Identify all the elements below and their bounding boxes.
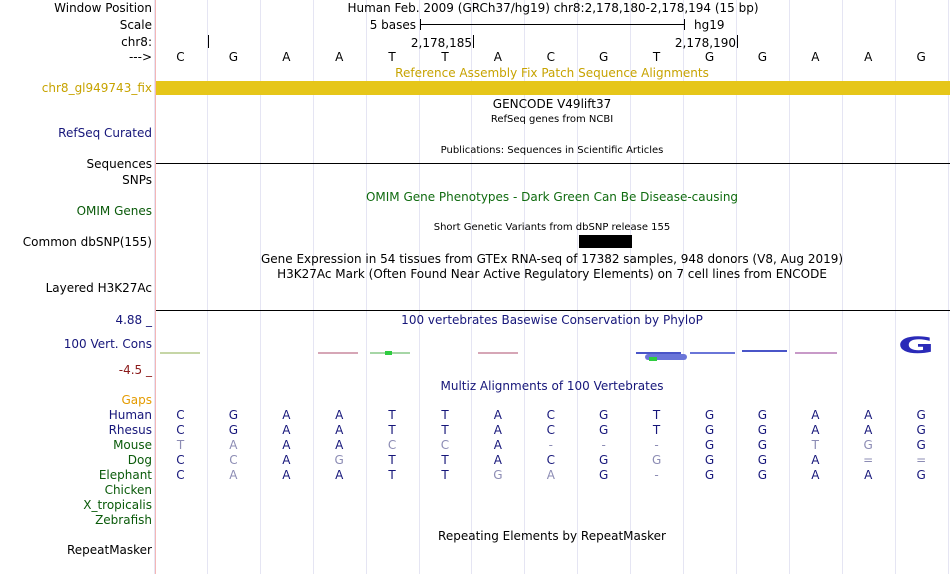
species-base: C [176,423,185,437]
species-base: - [601,438,606,452]
conservation-segment [795,352,837,354]
species-base: T [388,453,396,467]
multiz-track-title[interactable]: Multiz Alignments of 100 Vertebrates [440,379,664,393]
scale-bar-right-tick [684,19,685,30]
omim-genes-label[interactable]: OMIM Genes [76,204,152,218]
db-text: hg19 [694,18,725,32]
species-base: G [599,468,609,482]
conservation-segment [318,352,358,354]
species-label-mouse[interactable]: Mouse [113,438,152,452]
species-base: G [704,438,715,452]
species-base: G [916,408,926,422]
species-base: G [757,408,768,422]
scale-text: 5 bases [369,18,416,32]
fix-patch-label[interactable]: chr8_gl949743_fix [41,81,152,95]
gtex-track-title[interactable]: Gene Expression in 54 tissues from GTEx RNA-seq of 17382 samples, 948 donors (V8, Aug 2019) [260,252,844,266]
sequences-label[interactable]: Sequences [86,157,152,171]
species-base: G [599,453,609,467]
gencode-track-title[interactable]: GENCODE V49lift37 [492,97,612,111]
species-base: A [282,468,291,482]
species-base: A [811,423,820,437]
base-letter: T [388,50,396,64]
conservation-peak [649,357,657,361]
base-letter: G [704,50,715,64]
assembly-position-text[interactable]: Human Feb. 2009 (GRCh37/hg19) chr8:2,178,180-2,178,194 (15 bp) [347,1,759,15]
species-base: A [493,408,502,422]
species-base: = [863,453,874,467]
conservation-label[interactable]: 100 Vert. Cons [63,337,152,351]
base-gridline [154,0,155,574]
species-label-dog[interactable]: Dog [127,453,152,467]
species-base: C [387,438,397,452]
species-base: G [228,408,239,422]
scale-bar [420,24,684,25]
species-base: G [916,438,926,452]
species-base: C [546,453,555,467]
species-base: A [493,453,502,467]
scale-bar-left-tick [420,19,421,30]
coord-label-1: 2,178,185 [410,36,472,50]
species-base: T [652,408,661,422]
species-base: A [864,423,873,437]
direction-label: ---> [128,50,152,64]
base-letter: C [546,50,555,64]
species-base: G [704,453,715,467]
species-base: A [335,423,344,437]
base-letter: T [441,50,449,64]
species-base: = [916,453,927,467]
conservation-track-title[interactable]: 100 vertebrates Basewise Conservation by PhyloP [401,313,703,327]
species-base: G [228,423,239,437]
species-base: - [654,438,659,452]
conservation-min-label: -4.5 _ [118,363,152,377]
omim-track-title[interactable]: OMIM Gene Phenotypes - Dark Green Can Be Disease-causing [365,190,739,204]
species-base: A [282,438,291,452]
base-letter: A [811,50,820,64]
conservation-logo-letter: G [898,334,935,359]
species-base: A [282,453,291,467]
species-base: A [335,408,344,422]
species-base: A [229,438,238,452]
dbsnp-track-title[interactable]: Short Genetic Variants from dbSNP release 155 [433,222,671,233]
species-label-elephant[interactable]: Elephant [98,468,152,482]
base-letter: G [228,50,239,64]
snps-label[interactable]: SNPs [122,173,152,187]
species-base: G [916,423,926,437]
species-base: A [864,468,873,482]
layered-h3k27ac-label[interactable]: Layered H3K27Ac [45,281,152,295]
sequences-track-line [156,163,950,164]
fix-patch-alignment-bar[interactable] [156,81,950,95]
species-base: T [441,408,449,422]
species-base: C [546,408,555,422]
base-letter: A [335,50,344,64]
species-base: A [335,468,344,482]
h3k27ac-track-baseline [156,310,950,311]
base-letter: G [599,50,609,64]
species-label-chicken[interactable]: Chicken [104,483,152,497]
conservation-peak [385,351,392,355]
species-base: T [388,468,396,482]
species-base: A [811,408,820,422]
species-base: C [176,468,185,482]
species-base: - [654,468,659,482]
conservation-segment [160,352,200,354]
chr-label: chr8: [121,35,152,49]
species-base: T [388,408,396,422]
species-base: G [916,468,926,482]
base-letter: A [282,50,291,64]
conservation-segment [690,352,735,354]
ruler-tick-2 [737,35,738,48]
species-base: G [757,453,768,467]
species-base: T [388,423,396,437]
species-base: A [546,468,555,482]
species-base: A [811,468,820,482]
fix-patch-track-title[interactable]: Reference Assembly Fix Patch Sequence Alignments [395,66,709,80]
base-letter: A [493,50,502,64]
species-base: T [811,438,819,452]
conservation-max-label: 4.88 _ [115,313,152,327]
species-label-zebrafish[interactable]: Zebrafish [95,513,152,527]
species-base: C [229,453,238,467]
species-base: A [864,408,873,422]
species-base: G [704,423,715,437]
species-base: G [704,408,715,422]
species-base: A [811,453,820,467]
species-base: G [493,468,503,482]
species-base: G [757,468,768,482]
base-letter: G [916,50,926,64]
base-letter: G [757,50,768,64]
species-base: T [176,438,185,452]
repeatmasker-track-title[interactable]: Repeating Elements by RepeatMasker [438,529,666,543]
refseq-curated-label[interactable]: RefSeq Curated [58,126,152,140]
species-base: G [704,468,715,482]
species-label-rhesus[interactable]: Rhesus [108,423,152,437]
repeatmasker-label[interactable]: RepeatMasker [66,543,152,557]
species-base: G [334,453,344,467]
species-base: G [599,423,609,437]
species-base: A [282,408,291,422]
species-base: A [282,423,291,437]
species-base: C [546,423,555,437]
species-label-human[interactable]: Human [108,408,152,422]
coord-label-2: 2,178,190 [674,36,736,50]
species-label-x_tropicalis[interactable]: X_tropicalis [83,498,152,512]
window-position-label: Window Position [54,1,152,15]
species-base: A [335,438,344,452]
refseq-track-title[interactable]: RefSeq genes from NCBI [490,114,614,125]
species-base: A [493,423,502,437]
base-letter: C [176,50,185,64]
dbsnp-label[interactable]: Common dbSNP(155) [22,235,152,249]
species-base: A [493,438,502,452]
species-base: C [176,453,185,467]
publications-track-title[interactable]: Publications: Sequences in Scientific Articles [440,145,664,156]
conservation-segment [478,352,518,354]
h3k27ac-track-title[interactable]: H3K27Ac Mark (Often Found Near Active Regulatory Elements) on 7 cell lines from ENCODE [277,267,827,281]
species-base: T [441,468,449,482]
species-base: G [757,438,768,452]
species-base: C [440,438,450,452]
gaps-label[interactable]: Gaps [121,393,152,407]
ruler-tick-start [208,35,209,48]
species-base: G [599,408,609,422]
species-base: G [757,423,768,437]
species-base: - [548,438,553,452]
dbsnp-variant-box[interactable] [579,235,632,248]
species-base: C [176,408,185,422]
species-base: G [651,453,662,467]
conservation-segment [742,350,787,352]
species-base: T [441,453,449,467]
species-base: A [229,468,238,482]
species-base: T [441,423,449,437]
base-letter: A [864,50,873,64]
species-base: G [863,438,873,452]
scale-label: Scale [119,18,152,32]
ruler-tick-1 [473,35,474,48]
base-letter: T [652,50,661,64]
species-base: T [652,423,661,437]
